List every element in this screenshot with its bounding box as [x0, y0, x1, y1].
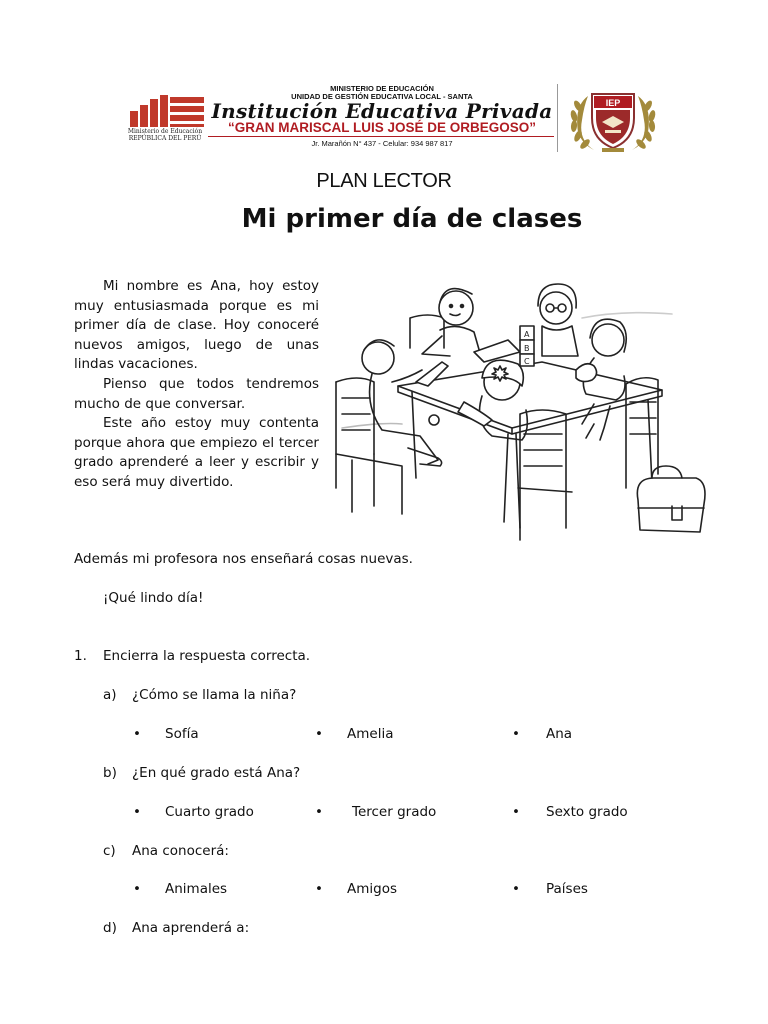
question-c-option-1[interactable]: Animales: [165, 881, 228, 897]
header-divider: [208, 136, 554, 137]
bullet-icon: •: [133, 881, 141, 897]
question-a-text: ¿Cómo se llama la niña?: [132, 687, 297, 703]
bullet-icon: •: [512, 881, 520, 897]
header-ministry-line: MINISTERIO DE EDUCACIÓN: [330, 84, 434, 93]
children-at-classroom-table-illustration: [332, 278, 708, 550]
story-paragraph-2: Pienso que todos tendremos mucho de que conversar.: [74, 375, 319, 412]
bullet-icon: •: [512, 804, 520, 820]
question-a-option-3[interactable]: Ana: [546, 726, 573, 742]
question-b-option-3[interactable]: Sexto grado: [546, 804, 628, 820]
story-paragraph-1: Mi nombre es Ana, hoy estoy muy entusiasmada porque es mi primer día de clase. Hoy conoceré nuevos amigos, luego de unas lindas vacaciones.: [74, 278, 319, 373]
question-c-option-2[interactable]: Amigos: [347, 881, 397, 897]
question-b-letter: b): [103, 765, 117, 781]
question-b-option-1[interactable]: Cuarto grado: [165, 804, 254, 820]
activity-instruction: Encierra la respuesta correcta.: [103, 648, 311, 664]
bullet-icon: •: [512, 726, 520, 742]
svg-text:B: B: [524, 344, 530, 353]
question-a-option-1[interactable]: Sofía: [165, 726, 199, 742]
story-title: Mi primer día de clases: [241, 204, 583, 234]
question-a-letter: a): [103, 687, 117, 703]
question-d-text: Ana aprenderá a:: [132, 920, 250, 936]
story-paragraph-3-end: Además mi profesora nos enseñará cosas nuevas.: [74, 551, 413, 567]
header-school-name: “GRAN MARISCAL LUIS JOSÉ DE ORBEGOSO”: [227, 120, 537, 135]
ministry-logo-caption: Ministerio de Educación REPÚBLICA DEL PERÚ: [127, 128, 203, 142]
story-exclamation: ¡Qué lindo día!: [103, 590, 204, 606]
question-c-option-3[interactable]: Países: [546, 881, 588, 897]
svg-text:A: A: [524, 330, 530, 339]
plan-lector-heading: PLAN LECTOR: [316, 170, 452, 192]
header-institution-type: Institución Educativa Privada: [211, 99, 553, 123]
question-c-letter: c): [103, 843, 116, 859]
svg-text:C: C: [524, 357, 530, 366]
story-text: [74, 277, 319, 493]
question-b-text: ¿En qué grado está Ana?: [132, 765, 301, 781]
question-a-option-2[interactable]: Amelia: [347, 726, 394, 742]
question-b-option-2[interactable]: Tercer grado: [352, 804, 437, 820]
header-ugel-line: UNIDAD DE GESTIÓN EDUCATIVA LOCAL - SANTA: [291, 92, 473, 101]
school-crest-icon: [558, 82, 668, 154]
bullet-icon: •: [315, 726, 323, 742]
story-paragraph-3: Este año estoy muy contenta porque ahora que empiezo el tercer grado aprenderé a leer y escribir y eso será muy divertido.: [74, 415, 319, 490]
question-c-text: Ana conocerá:: [132, 843, 229, 859]
bullet-icon: •: [133, 804, 141, 820]
bullet-icon: •: [315, 881, 323, 897]
bullet-icon: •: [133, 726, 141, 742]
header-address: Jr. Marañón N° 437 - Celular: 934 987 817: [311, 139, 453, 148]
activity-number: 1.: [74, 648, 87, 664]
svg-text:IEP: IEP: [605, 98, 621, 108]
question-d-letter: d): [103, 920, 117, 936]
bullet-icon: •: [315, 804, 323, 820]
